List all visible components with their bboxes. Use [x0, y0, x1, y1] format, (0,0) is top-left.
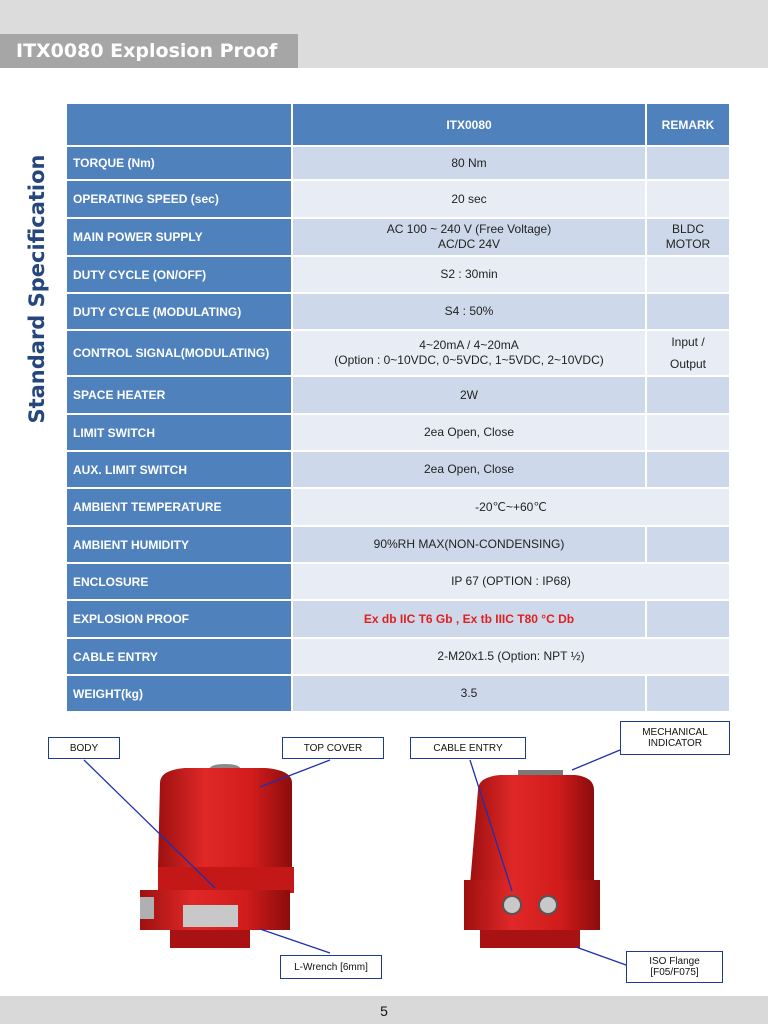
row-remark: [646, 526, 730, 563]
row-value: 3.5: [292, 675, 646, 712]
row-remark: [646, 146, 730, 180]
row-remark-line2: MOTOR: [665, 237, 711, 251]
table-row: [66, 218, 730, 256]
row-value: -20℃~+60℃: [292, 488, 730, 526]
table-header-row: [66, 103, 730, 146]
actuator-side-view: [464, 770, 600, 948]
table-row: [66, 414, 730, 451]
row-remark-line2: Output: [669, 357, 707, 371]
callout-line2: INDICATOR: [647, 738, 703, 749]
row-remark: [646, 256, 730, 293]
table-row: [66, 600, 730, 638]
row-value: 20 sec: [292, 180, 646, 218]
row-label: SPACE HEATER: [66, 376, 292, 414]
row-label: AMBIENT TEMPERATURE: [66, 488, 292, 526]
row-label: DUTY CYCLE (ON/OFF): [66, 256, 292, 293]
callout-top-cover: TOP COVER: [282, 737, 384, 759]
table-row: [66, 330, 730, 376]
row-label: DUTY CYCLE (MODULATING): [66, 293, 292, 330]
row-value: Ex db IIC T6 Gb , Ex tb IIIC T80 °C Db: [292, 600, 646, 638]
l-wrench-holder: [183, 905, 238, 927]
flange-base: [170, 930, 250, 948]
page-title: ITX0080 Explosion Proof: [0, 34, 298, 68]
row-value: 2ea Open, Close: [292, 414, 646, 451]
row-label: EXPLOSION PROOF: [66, 600, 292, 638]
table-row: [66, 675, 730, 712]
row-label: LIMIT SWITCH: [66, 414, 292, 451]
row-value: 90%RH MAX(NON-CONDENSING): [292, 526, 646, 563]
row-value: 2-M20x1.5 (Option: NPT ½): [292, 638, 730, 675]
row-label: OPERATING SPEED (sec): [66, 180, 292, 218]
side-port: [140, 897, 154, 919]
row-remark: [646, 293, 730, 330]
callout-line1: ISO Flange: [649, 956, 700, 967]
row-value-line1: AC 100 ~ 240 V (Free Voltage): [386, 222, 552, 236]
callout-iso-flange: [626, 951, 723, 983]
cover-shape: [470, 775, 594, 885]
row-value: [292, 218, 646, 256]
row-value: 2W: [292, 376, 646, 414]
callout-line2: [F05/F075]: [650, 967, 699, 978]
callout-cable-entry: CABLE ENTRY: [410, 737, 526, 759]
callout-line1: MECHANICAL: [642, 727, 708, 738]
body-shape: [158, 867, 294, 893]
table-row: [66, 488, 730, 526]
table-row: [66, 376, 730, 414]
table-row: [66, 293, 730, 330]
row-value-line2: AC/DC 24V: [437, 237, 501, 251]
iso-flange-shape: [480, 930, 580, 948]
row-label: WEIGHT(kg): [66, 675, 292, 712]
row-remark: [646, 451, 730, 488]
table-row: [66, 180, 730, 218]
row-value: 2ea Open, Close: [292, 451, 646, 488]
row-label: AMBIENT HUMIDITY: [66, 526, 292, 563]
table-row: [66, 451, 730, 488]
row-remark-line1: Input /: [671, 335, 705, 349]
row-remark: [646, 675, 730, 712]
cable-entry-1: [503, 896, 521, 914]
row-label: TORQUE (Nm): [66, 146, 292, 180]
row-label: CABLE ENTRY: [66, 638, 292, 675]
row-remark: [646, 600, 730, 638]
cable-entry-2: [539, 896, 557, 914]
table-row: [66, 638, 730, 675]
callout-l-wrench: L-Wrench [6mm]: [280, 955, 382, 979]
flange-leader: [576, 947, 626, 965]
row-remark: [646, 414, 730, 451]
indicator-leader: [572, 750, 620, 770]
row-value: [292, 330, 646, 376]
table-row: [66, 146, 730, 180]
row-remark: [646, 330, 730, 376]
body-lower-right: [464, 880, 600, 930]
row-remark: [646, 218, 730, 256]
blank-header-cell: [66, 103, 292, 146]
table-row: [66, 563, 730, 600]
row-label: MAIN POWER SUPPLY: [66, 218, 292, 256]
row-value-line1: 4~20mA / 4~20mA: [419, 338, 519, 352]
row-label: AUX. LIMIT SWITCH: [66, 451, 292, 488]
row-label: ENCLOSURE: [66, 563, 292, 600]
page-number: 5: [380, 1003, 388, 1019]
actuator-front-view: [140, 764, 294, 948]
row-value: 80 Nm: [292, 146, 646, 180]
spec-table: [65, 102, 731, 713]
row-label: CONTROL SIGNAL(MODULATING): [66, 330, 292, 376]
row-value-line2: (Option : 0~10VDC, 0~5VDC, 1~5VDC, 2~10VDC): [334, 353, 604, 367]
table-row: [66, 526, 730, 563]
row-remark-line1: BLDC: [671, 222, 704, 236]
callout-mechanical-indicator: [620, 721, 730, 755]
row-remark: [646, 180, 730, 218]
row-value: IP 67 (OPTION : IP68): [292, 563, 730, 600]
table-row: [66, 256, 730, 293]
row-value: S4 : 50%: [292, 293, 646, 330]
wrench-leader: [260, 929, 330, 953]
callout-body: BODY: [48, 737, 120, 759]
header-model: ITX0080: [292, 103, 646, 146]
row-remark: [646, 376, 730, 414]
row-value: S2 : 30min: [292, 256, 646, 293]
side-label: Standard Specification: [25, 154, 49, 424]
header-remark: REMARK: [646, 103, 730, 146]
